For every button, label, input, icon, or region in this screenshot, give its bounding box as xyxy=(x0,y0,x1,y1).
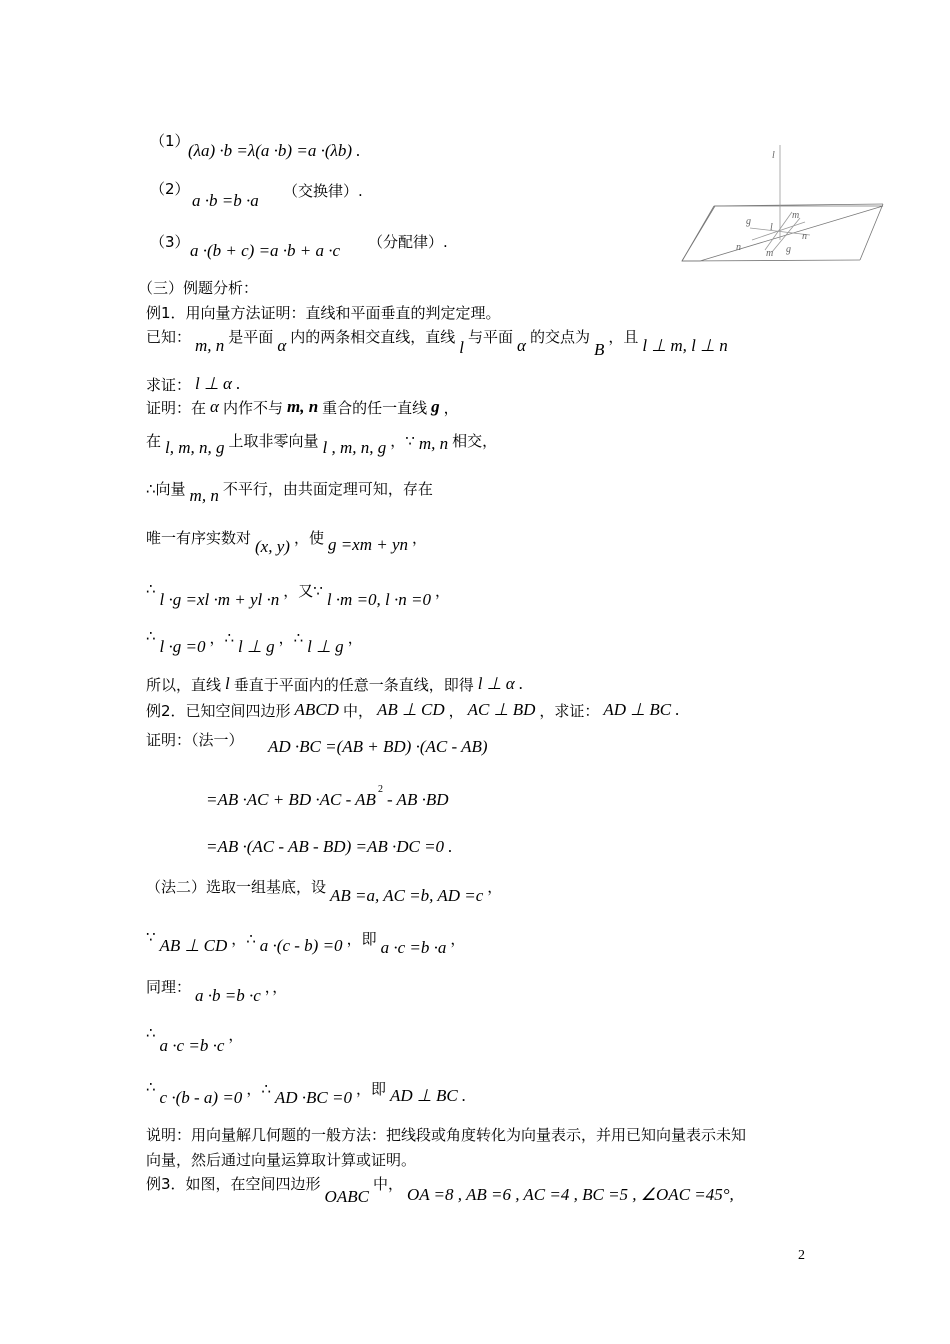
square-exponent: 2 xyxy=(377,784,383,795)
method-1-line-3: =AB ·(AC - AB - BD) =AB ·DC =0 . xyxy=(206,837,453,856)
proof-mn: m, n xyxy=(286,397,319,416)
proof-lines: l, m, n, g xyxy=(165,438,225,457)
method-2-label: （法二）选取一组基底，设 xyxy=(146,878,327,896)
likewise-label: 同理： xyxy=(146,978,192,996)
example-text: ，， xyxy=(264,978,288,996)
given-text: ，且 xyxy=(608,328,639,346)
example-3-title xyxy=(146,1173,738,1207)
expansion: =AB ·AC + BD ·AC - AB xyxy=(206,790,376,809)
proof-text: 相交， xyxy=(452,432,498,450)
proof-text: ，使 xyxy=(293,529,324,547)
given-text: 的交点为 xyxy=(529,328,590,346)
method-1-label: 证明：（法一） xyxy=(146,731,244,749)
proof-text: 内作不与 xyxy=(222,399,283,417)
proof-l: l xyxy=(225,674,230,693)
therefore-sign: ∴ xyxy=(146,1024,156,1042)
figure-label: l xyxy=(772,150,775,161)
example-1-vectors xyxy=(146,430,501,458)
proof-mn: m, n xyxy=(418,434,449,453)
figure-label: m xyxy=(766,248,774,259)
step-dot: c ·(b - a) =0 xyxy=(159,1088,243,1107)
example-1-unique xyxy=(146,527,431,557)
quad-name: ABCD xyxy=(294,700,339,719)
proof-text: ，又∵ xyxy=(283,582,323,600)
plane-outline xyxy=(682,206,883,261)
proof-text: ， xyxy=(412,529,428,547)
goal-perp: AD ⊥ BC . xyxy=(603,700,680,719)
method-2-step-3 xyxy=(146,1024,247,1056)
proof-dot-eq: l ·g =xl ·m + yl ·n xyxy=(159,590,280,609)
proof-text: ∴向量 xyxy=(146,480,186,498)
example-text: 例3．如图，在空间四边形 xyxy=(146,1175,321,1193)
prop-1-formula: (λa) ·b =λ(a ·b) =a ·(λb) . xyxy=(188,141,361,160)
example-text: ， xyxy=(450,930,466,948)
example-text: 中， xyxy=(372,1175,403,1193)
example-1-dot xyxy=(146,580,454,610)
example-1-conclusion xyxy=(146,674,527,695)
step-eq: a ·b =b ·c xyxy=(195,986,261,1005)
example-1-title: 例1．用向量方法证明：直线和平面垂直的判定定理。 xyxy=(146,304,501,322)
plane-figure xyxy=(680,140,885,265)
proof-final: l ⊥ α . xyxy=(477,674,524,693)
method-1-line-2 xyxy=(206,784,453,810)
method-2-step-2 xyxy=(146,976,291,1006)
example-1-given xyxy=(146,326,732,360)
basis-def: AB =a, AC =b, AD =c xyxy=(330,886,484,905)
proof-text: 证明：在 xyxy=(146,399,207,417)
example-text: 中， xyxy=(342,702,373,720)
proof-text: 垂直于平面内的任意一条直线，即得 xyxy=(233,676,474,694)
proof-text: 重合的任一直线 xyxy=(322,399,428,417)
note-line-1: 说明：用向量解几何题的一般方法：把线段或角度转化为向量表示，并用已知向量表示未知 xyxy=(146,1126,747,1144)
prop-2-formula: a ·b =b ·a xyxy=(192,191,259,210)
proof-g: g xyxy=(431,397,440,416)
proof-text: 唯一有序实数对 xyxy=(146,529,252,547)
figure-label: n xyxy=(736,242,741,253)
prop-1-label: （1） xyxy=(150,132,190,150)
given-perp-1: AB ⊥ CD xyxy=(376,700,445,719)
proof-perp: l ⊥ g xyxy=(307,637,344,656)
prop-2-label: （2） xyxy=(150,180,190,198)
given-text: 与平面 xyxy=(468,328,514,346)
given-b: B xyxy=(593,340,605,359)
prop-3-formula: a ·(b + c) =a ·b + a ·c xyxy=(190,241,341,260)
example-text: ，∴ xyxy=(231,930,256,948)
example-text: ，∴ xyxy=(246,1080,271,1098)
proof-g-eq: g =xm + yn xyxy=(327,535,409,554)
proof-xy: (x, y) xyxy=(255,537,290,556)
quad-name: OABC xyxy=(324,1187,369,1206)
figure-label: m xyxy=(792,210,800,221)
given-text: 是平面 xyxy=(228,328,274,346)
method-2-step-4 xyxy=(146,1078,470,1108)
section-title: （三）例题分析： xyxy=(138,279,259,297)
given-label: 已知： xyxy=(146,328,192,346)
step-zero: AD ·BC =0 xyxy=(274,1088,352,1107)
proof-perp: l ⊥ g xyxy=(238,637,275,656)
example-text: 例2．已知空间四边形 xyxy=(146,702,291,720)
example-1-result xyxy=(146,627,367,657)
therefore-sign: ∴ xyxy=(146,1078,156,1096)
prove-label: 求证： xyxy=(146,376,192,394)
proof-text: ，∴ xyxy=(209,629,235,647)
given-alpha: α xyxy=(277,336,287,355)
given-l: l xyxy=(459,338,464,357)
proof-text: ， xyxy=(347,629,363,647)
figure-label: n xyxy=(802,231,807,242)
prop-3-note: （分配律）. xyxy=(368,233,448,251)
step-dot: a ·(c - b) =0 xyxy=(259,936,343,955)
example-text: ，即 xyxy=(355,1080,386,1098)
given-alpha: α xyxy=(517,336,526,355)
figure-label: g xyxy=(746,216,751,227)
prove-formula: l ⊥ α . xyxy=(195,374,241,393)
proof-alpha: α xyxy=(210,397,219,416)
example-1-nonparallel xyxy=(146,478,437,506)
proof-text: ，∵ xyxy=(390,432,415,450)
example-text: ，求证： xyxy=(539,702,600,720)
method-1-line-1: AD ·BC =(AB + BD) ·(AC - AB) xyxy=(268,737,488,756)
step-eq: a ·c =b ·a xyxy=(380,938,447,957)
example-2-title xyxy=(146,700,684,721)
proof-text: 上取非零向量 xyxy=(228,432,319,450)
expansion-tail: - AB ·BD xyxy=(386,790,449,809)
proof-zero-eq: l ·m =0, l ·n =0 xyxy=(326,590,431,609)
method-2-basis xyxy=(146,876,506,906)
step-perp: AB ⊥ CD xyxy=(159,936,228,955)
figure-label: g xyxy=(786,244,791,255)
example-text: ，即 xyxy=(346,930,377,948)
example-text: ， xyxy=(228,1026,244,1044)
step-perp: AD ⊥ BC . xyxy=(389,1086,467,1105)
proof-text: 不平行，由共面定理可知，存在 xyxy=(222,480,433,498)
because-sign: ∵ xyxy=(146,928,156,946)
given-mn: m, n xyxy=(195,336,225,355)
therefore-sign: ∴ xyxy=(146,627,156,645)
example-text: ， xyxy=(448,702,464,720)
example-1-prove xyxy=(146,374,244,395)
proof-text: 在 xyxy=(146,432,162,450)
figure-label: l xyxy=(770,222,773,233)
given-perp: l ⊥ m, l ⊥ n xyxy=(642,336,728,355)
proof-text: ， xyxy=(443,399,459,417)
page-number: 2 xyxy=(798,1248,805,1263)
given-perp-2: AC ⊥ BD xyxy=(467,700,536,719)
proof-mn: m, n xyxy=(189,486,219,505)
method-2-step-1 xyxy=(146,928,469,958)
given-text: 内的两条相交直线，直线 xyxy=(290,328,456,346)
example-text: ， xyxy=(487,878,503,896)
proof-text: ，∴ xyxy=(278,629,304,647)
prop-3-label: （3） xyxy=(150,233,190,251)
proof-zero: l ·g =0 xyxy=(159,637,206,656)
proof-text: ， xyxy=(435,582,451,600)
prop-2-note: （交换律）. xyxy=(283,182,363,200)
step-eq: a ·c =b ·c xyxy=(159,1036,225,1055)
given-values: OA =8 , AB =6 , AC =4 , BC =5 , ∠OAC =45°, xyxy=(406,1185,734,1204)
proof-text: 所以，直线 xyxy=(146,676,222,694)
therefore-sign: ∴ xyxy=(146,580,156,598)
example-1-proof-start xyxy=(146,397,463,418)
note-line-2: 向量，然后通过向量运算取计算或证明。 xyxy=(146,1151,417,1169)
proof-vectors: l , m, n, g xyxy=(322,438,387,457)
